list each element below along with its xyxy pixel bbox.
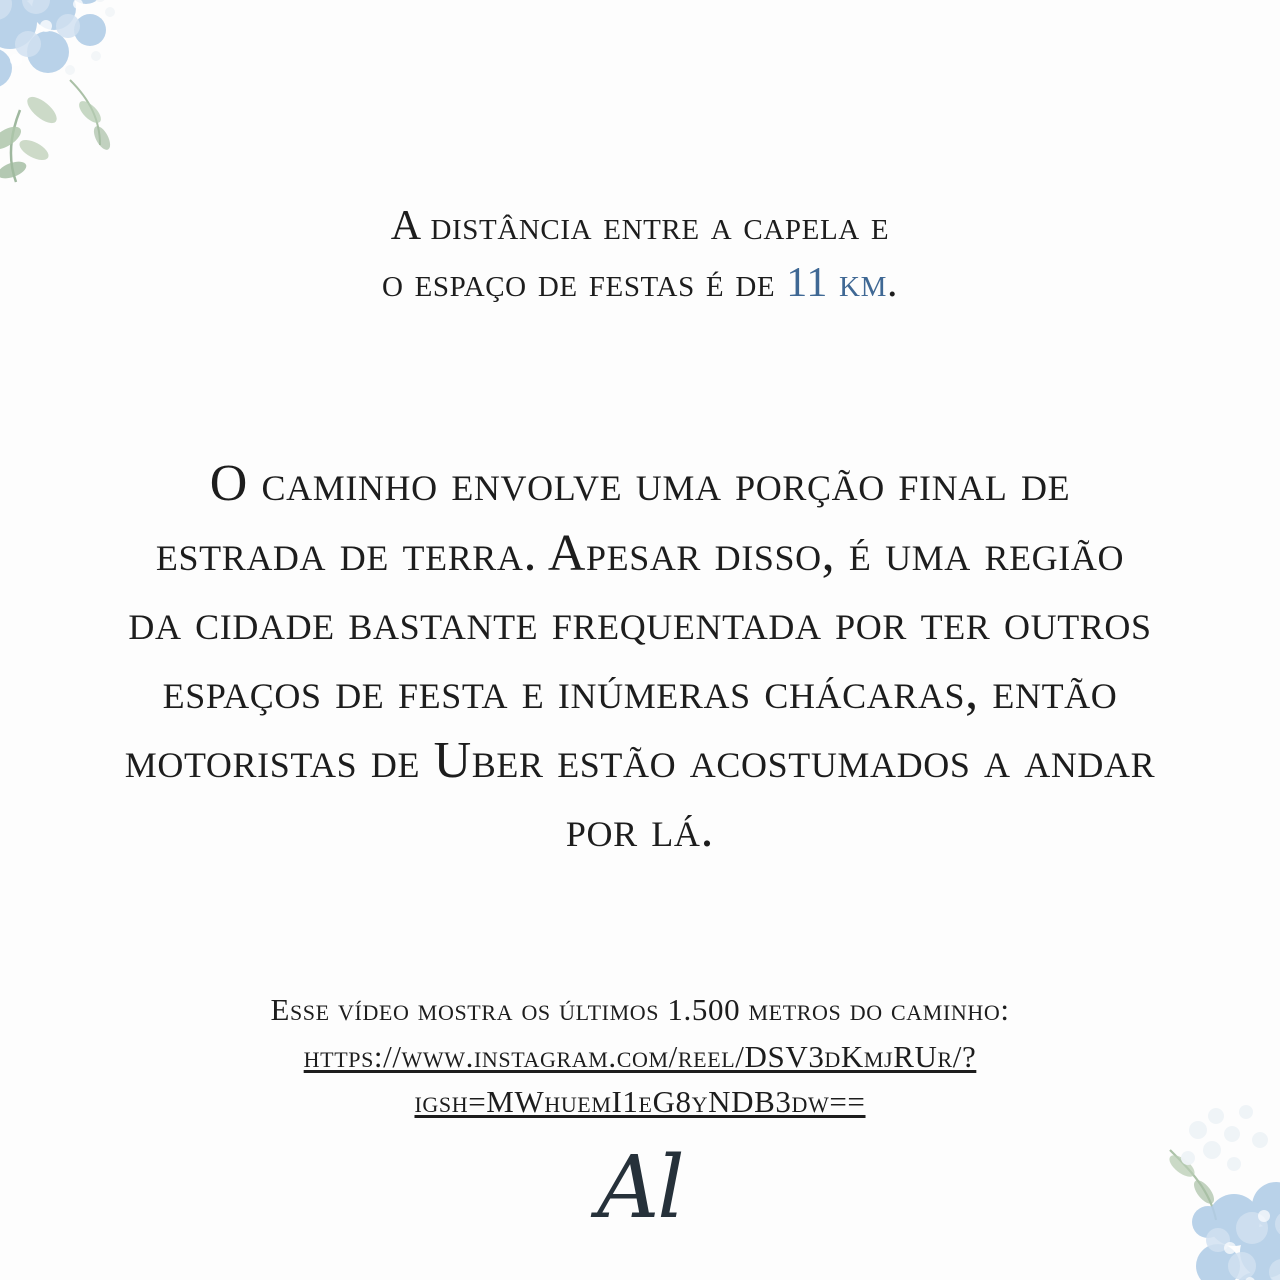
monogram: Al (597, 1138, 683, 1238)
video-label: Esse vídeo mostra os últimos 1.500 metros do caminho: (270, 992, 1010, 1028)
instagram-reel-link[interactable] (110, 1035, 1170, 1125)
intro-line-1: A distância entre a capela e (390, 203, 890, 249)
video-info (110, 988, 1170, 1125)
card-content (0, 198, 1280, 1125)
intro-line-2-suffix: . (886, 259, 899, 306)
distance-value: 11 km (786, 259, 887, 306)
link-line-1: https://www.instagram.com/reel/DSV3dKmjRUr/? (303, 1039, 977, 1075)
intro-paragraph (110, 198, 1170, 311)
body-paragraph: O caminho envolve uma porção final de estrada de terra. Apesar disso, é uma região da cidade bastante frequentada por ter outros espaços de festa e inúmeras chácaras, então motoristas de Uber estão acostumados a andar por lá. (124, 455, 1156, 859)
link-line-2: igsh=MWhuemI1eG8yNDB3dw== (414, 1084, 866, 1120)
intro-line-2-prefix: o espaço de festas é de (381, 259, 787, 306)
